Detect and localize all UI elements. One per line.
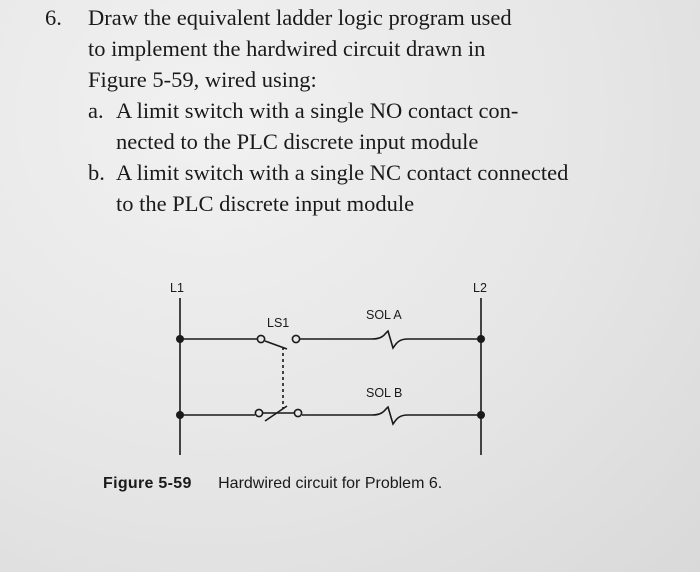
junction-dot — [477, 335, 485, 343]
problem-text-line: Figure 5-59, wired using: — [88, 67, 317, 92]
figure-caption-text: Hardwired circuit for Problem 6. — [218, 475, 443, 492]
sol-b-label: SOL B — [366, 386, 403, 400]
problem-text-line: to implement the hardwired circuit drawn in — [88, 36, 486, 61]
problem-number: 6. — [45, 5, 62, 30]
part-a-line-2: nected to the PLC discrete input module — [116, 129, 479, 154]
figure-number: Figure 5-59 — [103, 475, 192, 492]
ls1-label: LS1 — [267, 316, 290, 330]
junction-dot — [176, 335, 184, 343]
l2-label: L2 — [473, 281, 487, 295]
problem-text-line: Draw the equivalent ladder logic program used — [88, 5, 512, 30]
rung-2 — [180, 406, 481, 424]
part-b-letter: b. — [88, 160, 105, 185]
part-a-letter: a. — [88, 98, 104, 123]
ls1-no-contact — [257, 335, 299, 349]
figure-caption — [103, 475, 442, 493]
part-b-line-2: to the PLC discrete input module — [116, 191, 415, 216]
junction-dot — [176, 411, 184, 419]
ls1-nc-contact — [255, 406, 301, 421]
sol-b-coil-symbol — [372, 407, 408, 424]
rung-1 — [180, 331, 481, 349]
sol-a-coil-symbol — [372, 331, 408, 348]
part-b-line-1: A limit switch with a single NC contact connected — [116, 160, 569, 185]
l1-label: L1 — [170, 281, 184, 295]
sol-a-label: SOL A — [366, 308, 402, 322]
part-a-line-1: A limit switch with a single NO contact con- — [116, 98, 519, 123]
junction-dot — [477, 411, 485, 419]
